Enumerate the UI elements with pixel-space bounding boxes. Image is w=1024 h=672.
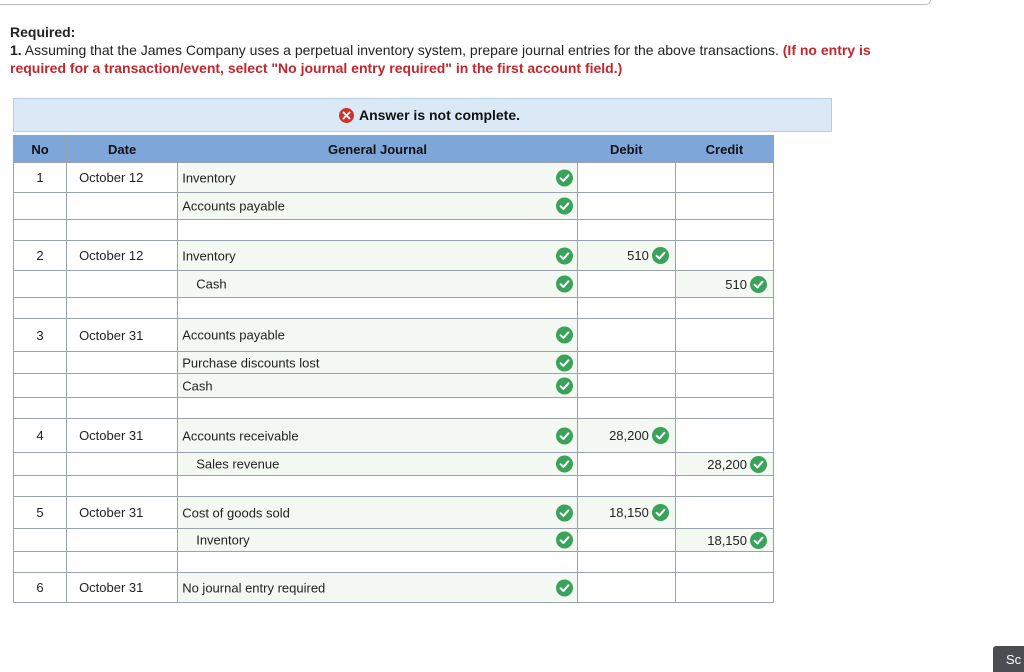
account-name: No journal entry required [182, 580, 326, 595]
account-field[interactable] [178, 453, 578, 476]
credit-field[interactable] [675, 271, 773, 298]
debit-field[interactable] [577, 398, 675, 419]
instruction-note: (If no entry is required for a transaction/event, select "No journal entry required" in the first account field.) [10, 42, 871, 76]
credit-field[interactable] [675, 374, 773, 398]
account-name: Accounts payable [182, 198, 285, 214]
row-no [14, 476, 67, 497]
header-general-journal: General Journal [178, 136, 578, 163]
header-date: Date [67, 136, 178, 163]
row-date [67, 453, 178, 476]
account-name: Cash [182, 378, 213, 393]
row-date [67, 552, 178, 573]
credit-field[interactable] [675, 552, 773, 573]
row-no [14, 453, 67, 476]
debit-field[interactable] [577, 552, 675, 573]
credit-field[interactable] [675, 220, 773, 241]
account-field[interactable] [178, 163, 578, 193]
header-debit: Debit [577, 136, 675, 163]
account-field[interactable] [178, 352, 578, 374]
top-panel-edge [0, 0, 931, 5]
check-icon [652, 427, 669, 444]
credit-field[interactable] [675, 193, 773, 220]
credit-field[interactable] [675, 419, 773, 453]
account-field[interactable] [178, 271, 578, 298]
row-date [67, 220, 178, 241]
debit-amount: 510 [627, 248, 649, 263]
check-icon [556, 276, 573, 293]
account-field[interactable] [178, 552, 578, 573]
row-no [14, 193, 67, 220]
row-date [67, 398, 178, 419]
row-no [14, 552, 67, 573]
credit-field[interactable] [675, 398, 773, 419]
row-date [67, 374, 178, 398]
account-name: Accounts receivable [182, 428, 299, 443]
check-icon [556, 532, 573, 549]
row-no [14, 529, 67, 552]
credit-field[interactable] [675, 352, 773, 374]
debit-field[interactable] [577, 453, 675, 476]
credit-field[interactable] [675, 529, 773, 552]
account-field[interactable] [178, 319, 578, 352]
table-row [14, 573, 774, 603]
debit-field[interactable] [577, 374, 675, 398]
credit-field[interactable] [675, 573, 773, 603]
row-no: 6 [14, 573, 67, 603]
answer-status-text: Answer is not complete. [358, 107, 521, 123]
debit-amount: 18,150 [609, 505, 649, 520]
credit-amount: 28,200 [707, 456, 747, 472]
debit-field[interactable] [577, 573, 675, 603]
row-date [67, 298, 178, 319]
account-name: Purchase discounts lost [182, 355, 320, 370]
debit-field[interactable] [577, 529, 675, 552]
row-date [67, 352, 178, 374]
row-date [67, 271, 178, 298]
table-row [14, 419, 774, 453]
account-field[interactable] [178, 193, 578, 220]
debit-field[interactable] [577, 193, 675, 220]
header-no: No [14, 136, 67, 163]
account-name: Inventory [196, 532, 250, 548]
table-row [14, 453, 774, 476]
account-name: Sales revenue [196, 456, 280, 472]
account-field[interactable] [178, 374, 578, 398]
row-no [14, 374, 67, 398]
required-instructions [10, 41, 910, 77]
row-no: 5 [14, 497, 67, 529]
check-icon [556, 169, 573, 186]
check-icon [652, 504, 669, 521]
row-no [14, 271, 67, 298]
row-date [67, 193, 178, 220]
instruction-text: Assuming that the James Company uses a perpetual inventory system, prepare journal entries for the above transactions. [21, 42, 783, 58]
check-icon [750, 532, 767, 549]
debit-field[interactable] [577, 319, 675, 352]
account-field[interactable] [178, 419, 578, 453]
debit-field[interactable] [577, 419, 675, 453]
table-row [14, 352, 774, 374]
check-icon [750, 456, 767, 473]
check-icon [556, 579, 573, 596]
table-row [14, 476, 774, 497]
debit-field[interactable] [577, 241, 675, 271]
row-no [14, 298, 67, 319]
error-x-icon [339, 108, 354, 123]
table-row [14, 220, 774, 241]
header-credit: Credit [675, 136, 773, 163]
row-no [14, 352, 67, 374]
check-icon [556, 247, 573, 264]
row-no: 2 [14, 241, 67, 271]
account-name: Inventory [182, 170, 236, 185]
table-row [14, 497, 774, 529]
scroll-button[interactable]: Sc [993, 646, 1024, 672]
row-date: October 31 [67, 419, 178, 453]
debit-amount: 28,200 [609, 428, 649, 443]
table-row [14, 163, 774, 193]
row-date: October 12 [67, 163, 178, 193]
account-field[interactable] [178, 398, 578, 419]
table-row [14, 529, 774, 552]
row-no: 4 [14, 419, 67, 453]
account-field[interactable] [178, 573, 578, 603]
check-icon [750, 276, 767, 293]
credit-field[interactable] [675, 497, 773, 529]
check-icon [652, 247, 669, 264]
table-row [14, 552, 774, 573]
table-row [14, 241, 774, 271]
check-icon [556, 198, 573, 215]
credit-field[interactable] [675, 453, 773, 476]
table-row [14, 319, 774, 352]
check-icon [556, 456, 573, 473]
debit-field[interactable] [577, 220, 675, 241]
table-row [14, 193, 774, 220]
row-date: October 31 [67, 319, 178, 352]
account-field[interactable] [178, 497, 578, 529]
account-name: Accounts payable [182, 327, 285, 343]
check-icon [556, 327, 573, 344]
account-name: Cost of goods sold [182, 505, 290, 520]
row-no: 1 [14, 163, 67, 193]
table-header-row [14, 136, 774, 163]
table-row [14, 298, 774, 319]
credit-field[interactable] [675, 298, 773, 319]
credit-field[interactable] [675, 319, 773, 352]
credit-amount: 510 [725, 276, 747, 292]
table-row [14, 271, 774, 298]
debit-field[interactable] [577, 298, 675, 319]
row-no [14, 220, 67, 241]
row-date: October 12 [67, 241, 178, 271]
account-name: Cash [196, 276, 227, 292]
check-icon [556, 377, 573, 394]
account-field[interactable] [178, 476, 578, 497]
general-journal-table [13, 135, 774, 603]
check-icon [556, 427, 573, 444]
account-field[interactable] [178, 220, 578, 241]
check-icon [556, 354, 573, 371]
row-date [67, 529, 178, 552]
required-heading: Required: [10, 24, 76, 40]
row-date: October 31 [67, 497, 178, 529]
debit-field[interactable] [577, 271, 675, 298]
table-row [14, 374, 774, 398]
row-date: October 31 [67, 573, 178, 603]
debit-field[interactable] [577, 476, 675, 497]
account-field[interactable] [178, 298, 578, 319]
credit-amount: 18,150 [707, 532, 747, 548]
credit-field[interactable] [675, 241, 773, 271]
account-field[interactable] [178, 529, 578, 552]
row-date [67, 476, 178, 497]
credit-field[interactable] [675, 163, 773, 193]
account-name: Inventory [182, 248, 236, 263]
account-field[interactable] [178, 241, 578, 271]
credit-field[interactable] [675, 476, 773, 497]
debit-field[interactable] [577, 163, 675, 193]
answer-status-banner [13, 98, 832, 132]
check-icon [556, 504, 573, 521]
instruction-number: 1. [10, 42, 22, 58]
row-no [14, 398, 67, 419]
table-row [14, 398, 774, 419]
debit-field[interactable] [577, 497, 675, 529]
debit-field[interactable] [577, 352, 675, 374]
row-no: 3 [14, 319, 67, 352]
